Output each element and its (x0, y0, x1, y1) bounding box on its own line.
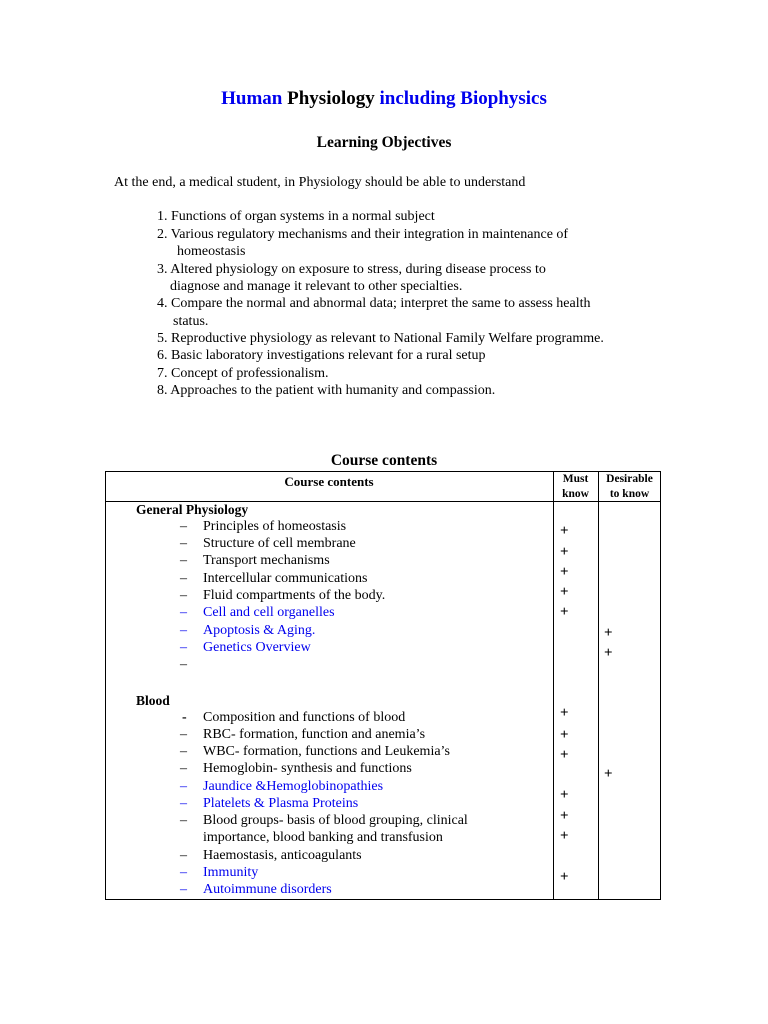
table-col-divider-2 (598, 471, 599, 900)
dash: – (180, 519, 187, 534)
list-item: Apoptosis & Aging. (203, 623, 316, 638)
must-know-mark: + (560, 604, 569, 620)
course-contents-heading: Course contents (330, 452, 438, 469)
learning-objectives-heading: Learning Objectives (316, 134, 452, 151)
header-desirable-word: Desirable (606, 473, 653, 485)
list-item: Haemostasis, anticoagulants (203, 848, 362, 863)
list-item: Jaundice &Hemoglobinopathies (203, 779, 384, 794)
must-know-mark: + (560, 808, 569, 824)
must-know-mark: + (560, 523, 569, 539)
dash: – (180, 657, 187, 672)
must-know-mark: + (560, 869, 569, 885)
must-know-mark: + (560, 584, 569, 600)
section-general-physiology: General Physiology (136, 502, 249, 517)
objective-3-cont: diagnose and manage it relevant to other specialties. (170, 279, 463, 294)
objective-4-cont: status. (173, 314, 209, 329)
list-item: Platelets & Plasma Proteins (203, 796, 359, 811)
list-item: Principles of homeostasis (203, 519, 347, 534)
dash: – (180, 553, 187, 568)
list-item-cont: importance, blood banking and transfusion (203, 830, 443, 845)
list-item: Hemoglobin- synthesis and functions (203, 761, 412, 776)
list-item: Genetics Overview (203, 640, 311, 655)
dash: – (180, 571, 187, 586)
list-item: Intercellular communications (203, 571, 368, 586)
dash: – (180, 744, 187, 759)
dash: – (180, 623, 187, 638)
header-must: Must (562, 473, 589, 485)
list-item: Transport mechanisms (203, 553, 330, 568)
objective-5: 5. Reproductive physiology as relevant to National Family Welfare programme. (157, 331, 604, 346)
dash: – (180, 865, 187, 880)
title-biophysics: including Biophysics (379, 88, 547, 109)
intro-text: At the end, a medical student, in Physiology should be able to understand (114, 175, 526, 190)
title-human: Human (221, 88, 283, 109)
objective-2-cont: homeostasis (177, 244, 246, 259)
must-know-mark: + (560, 564, 569, 580)
header-must-know (553, 472, 598, 502)
objective-2: 2. Various regulatory mechanisms and their integration in maintenance of (157, 227, 569, 242)
must-know-mark: + (560, 727, 569, 743)
desirable-mark: + (604, 625, 613, 641)
dash: – (180, 536, 187, 551)
dash: – (180, 605, 187, 620)
dash: – (180, 796, 187, 811)
list-item: Structure of cell membrane (203, 536, 356, 551)
objective-4: 4. Compare the normal and abnormal data; interpret the same to assess health (157, 296, 591, 311)
dash: – (180, 779, 187, 794)
section-blood: Blood (136, 693, 170, 708)
desirable-mark: + (604, 645, 613, 661)
dash: – (180, 640, 187, 655)
objective-1: 1. Functions of organ systems in a normal subject (157, 209, 435, 224)
title-physiology: Physiology (287, 88, 375, 109)
objective-6: 6. Basic laboratory investigations relevant for a rural setup (157, 348, 486, 363)
list-item: Immunity (203, 865, 259, 880)
objective-3: 3. Altered physiology on exposure to stress, during disease process to (157, 262, 546, 277)
must-know-mark: + (560, 544, 569, 560)
list-item: WBC- formation, functions and Leukemia’s (203, 744, 450, 759)
dash: – (180, 761, 187, 776)
list-item: Cell and cell organelles (203, 605, 335, 620)
dash: – (180, 588, 187, 603)
must-know-mark: + (560, 705, 569, 721)
list-item: Composition and functions of blood (203, 710, 406, 725)
page-title (0, 88, 768, 110)
header-desirable (598, 472, 661, 502)
objective-7: 7. Concept of professionalism. (157, 366, 329, 381)
header-know: know (562, 488, 589, 500)
list-item: RBC- formation, function and anemia’s (203, 727, 426, 742)
must-know-mark: + (560, 828, 569, 844)
list-item: Autoimmune disorders (203, 882, 332, 897)
dash: – (180, 813, 187, 828)
list-item: Fluid compartments of the body. (203, 588, 386, 603)
hyphen: - (182, 710, 187, 725)
dash: – (180, 727, 187, 742)
must-know-mark: + (560, 787, 569, 803)
must-know-mark: + (560, 747, 569, 763)
objective-8: 8. Approaches to the patient with humanity and compassion. (157, 383, 496, 398)
header-to-know: to know (609, 488, 650, 500)
desirable-mark: + (604, 766, 613, 782)
list-item: Blood groups- basis of blood grouping, clinical (203, 813, 468, 828)
dash: – (180, 848, 187, 863)
table-col-divider-1 (553, 471, 554, 900)
dash: – (180, 882, 187, 897)
header-course-contents: Course contents (284, 474, 374, 489)
